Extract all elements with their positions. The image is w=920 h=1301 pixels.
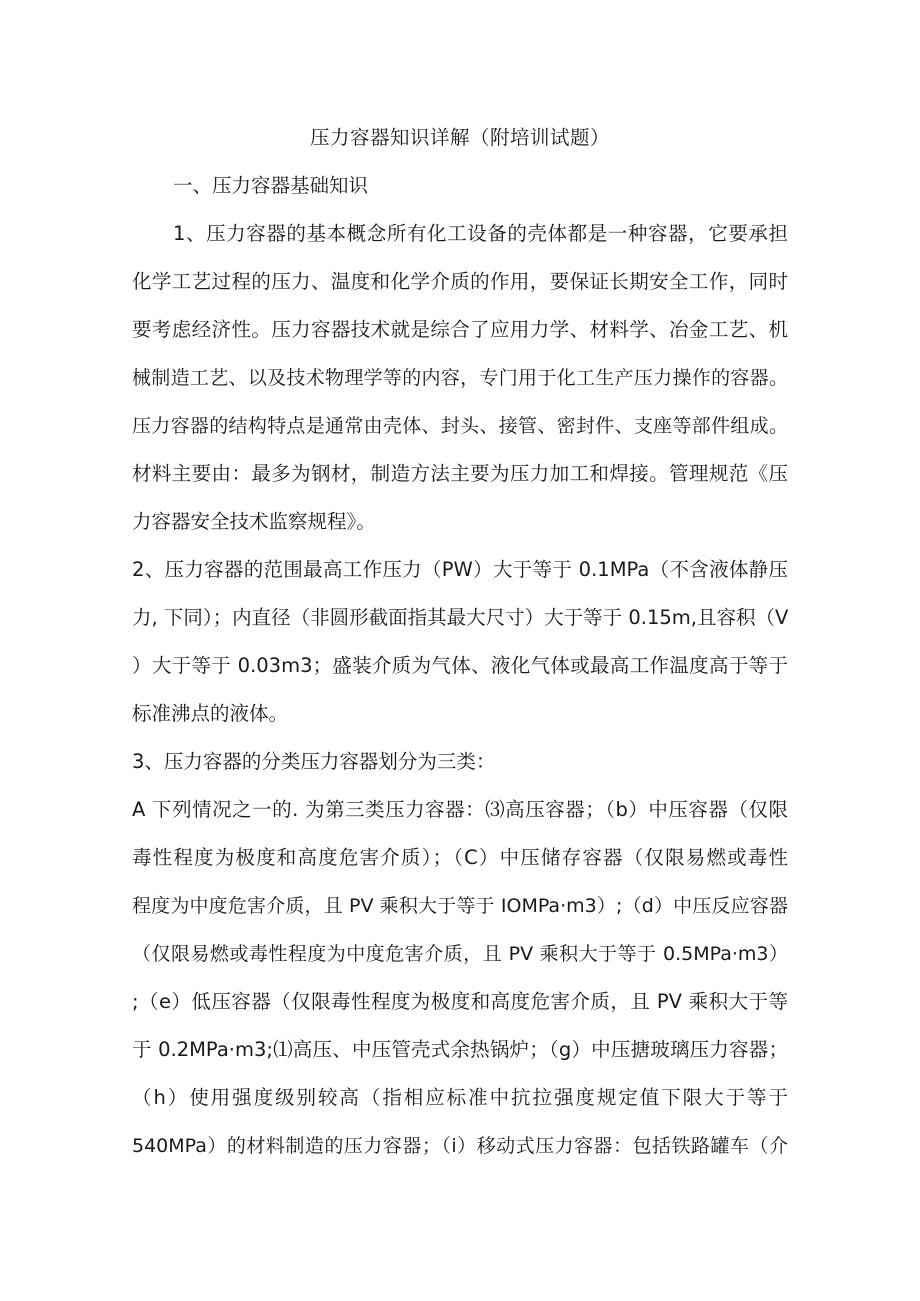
paragraph-line: 标准沸点的液体。	[132, 702, 289, 725]
section-heading: 一、压力容器基础知识	[173, 174, 369, 197]
paragraph-line: 于 0.2MPa·m3;⑴高压、中压管壳式余热锅炉；（g）中压搪玻璃压力容器；	[132, 1038, 788, 1061]
paragraph-line: （仅限易燃或毒性程度为中度危害介质，且 PV 乘积大于等于 0.5MPa·m3）	[132, 943, 788, 965]
page-title: 压力容器知识详解（附培训试题）	[309, 126, 610, 149]
paragraph-line: ）大于等于 0.03m3；盛装介质为气体、液化气体或最高工作温度高于等于	[132, 654, 788, 677]
paragraph-line: 程度为中度危害介质，且 PV 乘积大于等于 IOMPa·m3）;（d）中压反应容器	[132, 895, 788, 917]
paragraph-line: 1、压力容器的基本概念所有化工设备的壳体都是一种容器，它要承担	[173, 222, 788, 245]
paragraph-line: ;（e）低压容器（仅限毒性程度为极度和高度危害介质，且 PV 乘积大于等	[132, 990, 788, 1013]
paragraph-line: 力容器安全技术监察规程》。	[132, 510, 376, 533]
paragraph-line: （h）使用强度级别较高（指相应标准中抗拉强度规定值下限大于等于	[132, 1086, 788, 1109]
paragraph-line: 2、压力容器的范围最高工作压力（PW）大于等于 0.1MPa（不含液体静压	[132, 558, 788, 581]
paragraph-line: 压力容器的结构特点是通常由壳体、封头、接管、密封件、支座等部件组成。	[132, 415, 788, 437]
paragraph-line: 毒性程度为极度和高度危害介质）；（C）中压储存容器（仅限易燃或毒性	[132, 846, 788, 869]
paragraph-line: A 下列情况之一的. 为第三类压力容器：⑶高压容器；（b）中压容器（仅限	[132, 798, 788, 821]
paragraph-line: 化学工艺过程的压力、温度和化学介质的作用，要保证长期安全工作，同时	[132, 270, 788, 293]
paragraph-line: 力, 下同）；内直径（非圆形截面指其最大尺寸）大于等于 0.15m,且容积（V	[132, 606, 789, 629]
paragraph-line: 械制造工艺、以及技术物理学等的内容，专门用于化工生产压力操作的容器。	[132, 367, 788, 389]
paragraph-line: 540MPa）的材料制造的压力容器；（i）移动式压力容器：包括铁路罐车（介	[132, 1135, 788, 1157]
paragraph-line: 要考虑经济性。压力容器技术就是综合了应用力学、材料学、冶金工艺、机	[132, 318, 788, 341]
paragraph-line: 材料主要由：最多为钢材，制造方法主要为压力加工和焊接。管理规范《压	[132, 462, 788, 485]
paragraph-line: 3、压力容器的分类压力容器划分为三类：	[132, 750, 496, 773]
